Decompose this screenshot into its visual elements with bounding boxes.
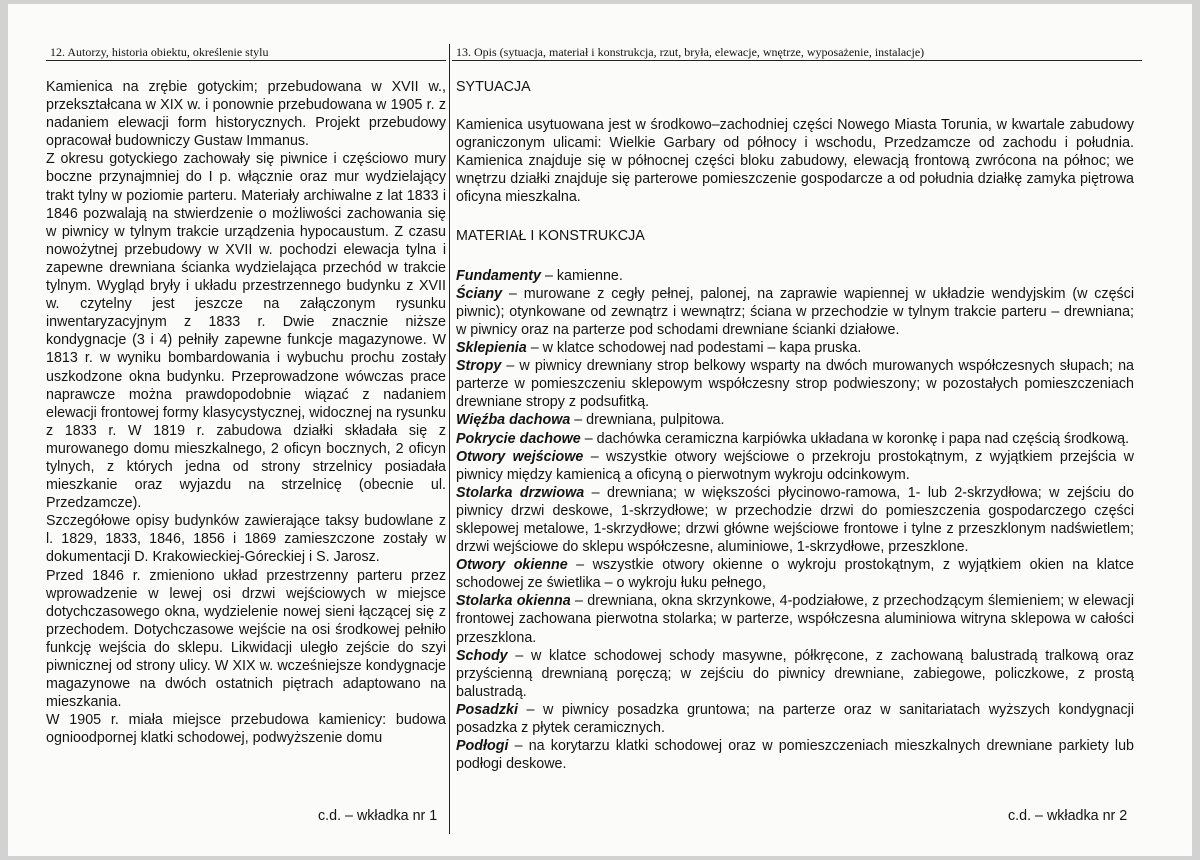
material-term: Ściany — [456, 285, 503, 302]
material-item — [456, 647, 1134, 701]
material-text: – w klatce schodowej nad podestami – kapa pruska. — [526, 340, 862, 357]
right-column-body — [452, 61, 1142, 773]
left-column-body — [46, 61, 446, 747]
material-text: – kamienne. — [541, 267, 623, 284]
material-term: Posadzki — [456, 701, 518, 718]
column-divider — [449, 44, 450, 834]
material-text: – drewniana, okna skrzynkowe, 4-podziałowe, z przechodzącym ślemieniem; w elewacji frontowej zachowana pierwotna stolarka; w parterze, współczesna aluminiowa witryna sklepowa w całości przeszklona. — [456, 593, 1134, 646]
material-text: – drewniana; w większości płycinowo-ramowa, 1- lub 2-skrzydłowa; w zejściu do piwnicy drzwi deskowe, 1-skrzydłowe; w przechodzie drzwi do pomieszczenia gospodarczego części sklepowej metalowe, 1-skrzydłowe; drzwi główne wejściowe frontowe i tylne z przeszklonym nadświetlem; drzwi wejściowe do sklepu współczesne, aluminiowe, 1-skrzydłowe, przeszklone. — [456, 484, 1134, 556]
continued-note-left: c.d. – wkładka nr 1 — [318, 808, 438, 824]
material-text: – w klatce schodowej schody masywne, półkręcone, z zachowaną balustradą tralkową oraz przyścienną drewnianą poręczą; w zejściu do piwnicy drewniane, zabiegowe, policzkowe, z prostą balustradą. — [456, 647, 1134, 700]
material-term: Fundamenty — [456, 267, 541, 284]
situation-paragraph: Kamienica usytuowana jest w środkowo–zachodniej części Nowego Miasta Torunia, w kwartale zabudowy ograniczonym ulicami: Wielkie Garbary od północy i wschodu, Przedzamcze od zachodu i południa. Kamienica znajduje się w północnej części bloku zabudowy, elewacją frontową zwrócona na północ; we wnętrzu działki znajduje się parterowe pomieszczenie gospodarcze a od południa działkę zamyka piętrowa oficyna mieszkalna. — [456, 117, 1134, 206]
material-term: Otwory okienne — [456, 557, 568, 574]
material-item — [456, 484, 1134, 556]
material-text: – w piwnicy posadzka gruntowa; na parterze oraz w sanitariatach wyższych kondygnacji posadzka z płytek ceramicznych. — [456, 701, 1134, 736]
material-term: Stolarka okienna — [456, 593, 571, 610]
material-term: Pokrycie dachowe — [456, 430, 581, 447]
material-term: Więźba dachowa — [456, 412, 571, 429]
material-item — [456, 285, 1134, 339]
history-paragraph: Szczegółowe opisy budynków zawierające taksy budowlane z l. 1829, 1833, 1846, 1856 i 1869 zamieszczone zostały w dokumentacji D. Krakowieckiej-Góreckiej i S. Jarosz. — [46, 513, 446, 566]
material-term: Stropy — [456, 358, 502, 375]
material-item — [456, 592, 1134, 646]
material-item — [456, 267, 1134, 285]
material-term: Stolarka drzwiowa — [456, 484, 585, 501]
material-term: Podłogi — [456, 738, 509, 755]
left-column — [46, 44, 446, 747]
history-paragraph: Przed 1846 r. zmieniono układ przestrzenny parteru przez wprowadzenie w lewej osi drzwi wejściowych w miejsce dotychczasowego okna, wydzielenie nowej sieni łączącej się z przechodem. Dotychczasowe wejście na osi środkowej pełniło funkcję wejścia do sklepu. Likwidacji uległo zejście do szyi piwnicznej od strony ulicy. W XIX w. wcześniejsze kondygnacje magazynowe na dwóch ostatnich piętrach adaptowano na mieszkania. — [46, 567, 446, 711]
material-list — [456, 267, 1134, 774]
continued-note-right: c.d. – wkładka nr 2 — [1008, 808, 1128, 824]
material-item — [456, 430, 1134, 448]
material-item — [456, 357, 1134, 411]
right-column — [452, 44, 1142, 773]
material-item — [456, 737, 1134, 773]
right-column-header: 13. Opis (sytuacja, materiał i konstrukcja, rzut, bryła, elewacje, wnętrze, wyposażenie, instalacje) — [452, 44, 1142, 61]
material-text: – dachówka ceramiczna karpiówka układana w koronkę i papa nad częścią środkową. — [580, 430, 1130, 447]
material-term: Otwory wejściowe — [456, 448, 584, 465]
material-item — [456, 448, 1134, 484]
material-text: – w piwnicy drewniany strop belkowy wsparty na dwóch murowanych współczesnych słupach; na parterze w pomieszczeniu sklepowym współczesny strop podwieszony; w pozostałych pomieszczeniach drewniane stropy z podsufitką. — [456, 358, 1134, 411]
section-title-situation: SYTUACJA — [456, 79, 531, 95]
history-paragraph: W 1905 r. miała miejsce przebudowa kamienicy: budowa ognioodpornej klatki schodowej, podwyższenie domu — [46, 712, 446, 747]
material-item — [456, 701, 1134, 737]
material-text: – drewniana, pulpitowa. — [570, 412, 725, 429]
material-term: Schody — [456, 647, 508, 664]
left-column-header: 12. Autorzy, historia obiektu, określenie stylu — [46, 44, 446, 61]
history-paragraph: Z okresu gotyckiego zachowały się piwnice i częściowo mury boczne przynajmniej do I p. włącznie oraz mur wydzielający trakt tylny w poziomie parteru. Materiały archiwalne z lat 1833 i 1846 pozwalają na stwierdzenie o możliwości zachowania się w piwnicy w tylnym trakcie urządzenia hypocaustum. Z czasu nowożytnej przebudowy w XVII w. pochodzi elewacja tylna i zapewne drewniana ścianka wydzielająca przechód w trakcie tylnym. Wygląd bryły i układu przestrzennego budynku z XVII w. czytelny jest jeszcze na załączonym rysunku inwentaryzacyjnym z 1833 r. Dwie znacznie niższe kondygnacje (3 i 4) pełniły zapewne funkcje magazynowe. W 1813 r. w wyniku bombardowania i wybuchu prochu zostały uszkodzone okna budynku. Przeprowadzone wówczas prace naprawcze można prawdopodobnie wiązać z nadaniem elewacji frontowej formy klasycystycznej, widocznej na rysunku z 1833 r. W 1819 r. zabudowa działki składała się z murowanego domu mieszkalnego, 2 oficyn bocznych, 2 oficyn tylnych, z których jedna od strony strzelnicy posiadała mieszkanie oraz wyjazdu na strzelnicę (obecnie ul. Przedzamcze). — [46, 151, 446, 512]
material-item — [456, 556, 1134, 592]
material-item — [456, 411, 1134, 429]
material-text: – na korytarzu klatki schodowej oraz w pomieszczeniach mieszkalnych drewniane parkiety lub podłogi deskowe. — [456, 738, 1134, 773]
history-paragraph: Kamienica na zrębie gotyckim; przebudowana w XVII w., przekształcana w XIX w. i ponownie przebudowana w 1905 r. z nadaniem elewacji form historycznych. Projekt przebudowy opracował budowniczy Gustaw Immanus. — [46, 79, 446, 150]
material-text: – wszystkie otwory okienne o wykroju prostokątnym, z wyjątkiem okien na klatce schodowej ze świetlika – o wykroju łuku pełnego, — [456, 557, 1134, 592]
material-term: Sklepienia — [456, 340, 527, 357]
material-text: – murowane z cegły pełnej, palonej, na zaprawie wapiennej w układzie wendyjskim (w części piwnic); otynkowane od zewnątrz i wewnątrz; ściana w przechodzie w tylnym trakcie parteru – drewniana; w piwnicy oraz na parterze pod schodami drewniane ścianki działowe. — [456, 285, 1134, 338]
document-page — [8, 4, 1192, 856]
material-text: – wszystkie otwory wejściowe o przekroju prostokątnym, z wyjątkiem przejścia w piwnicy między kamienicą a oficyną o pierwotnym wykroju odcinkowym. — [456, 448, 1134, 483]
section-title-material: MATERIAŁ I KONSTRUKCJA — [456, 227, 645, 244]
material-item — [456, 339, 1134, 357]
